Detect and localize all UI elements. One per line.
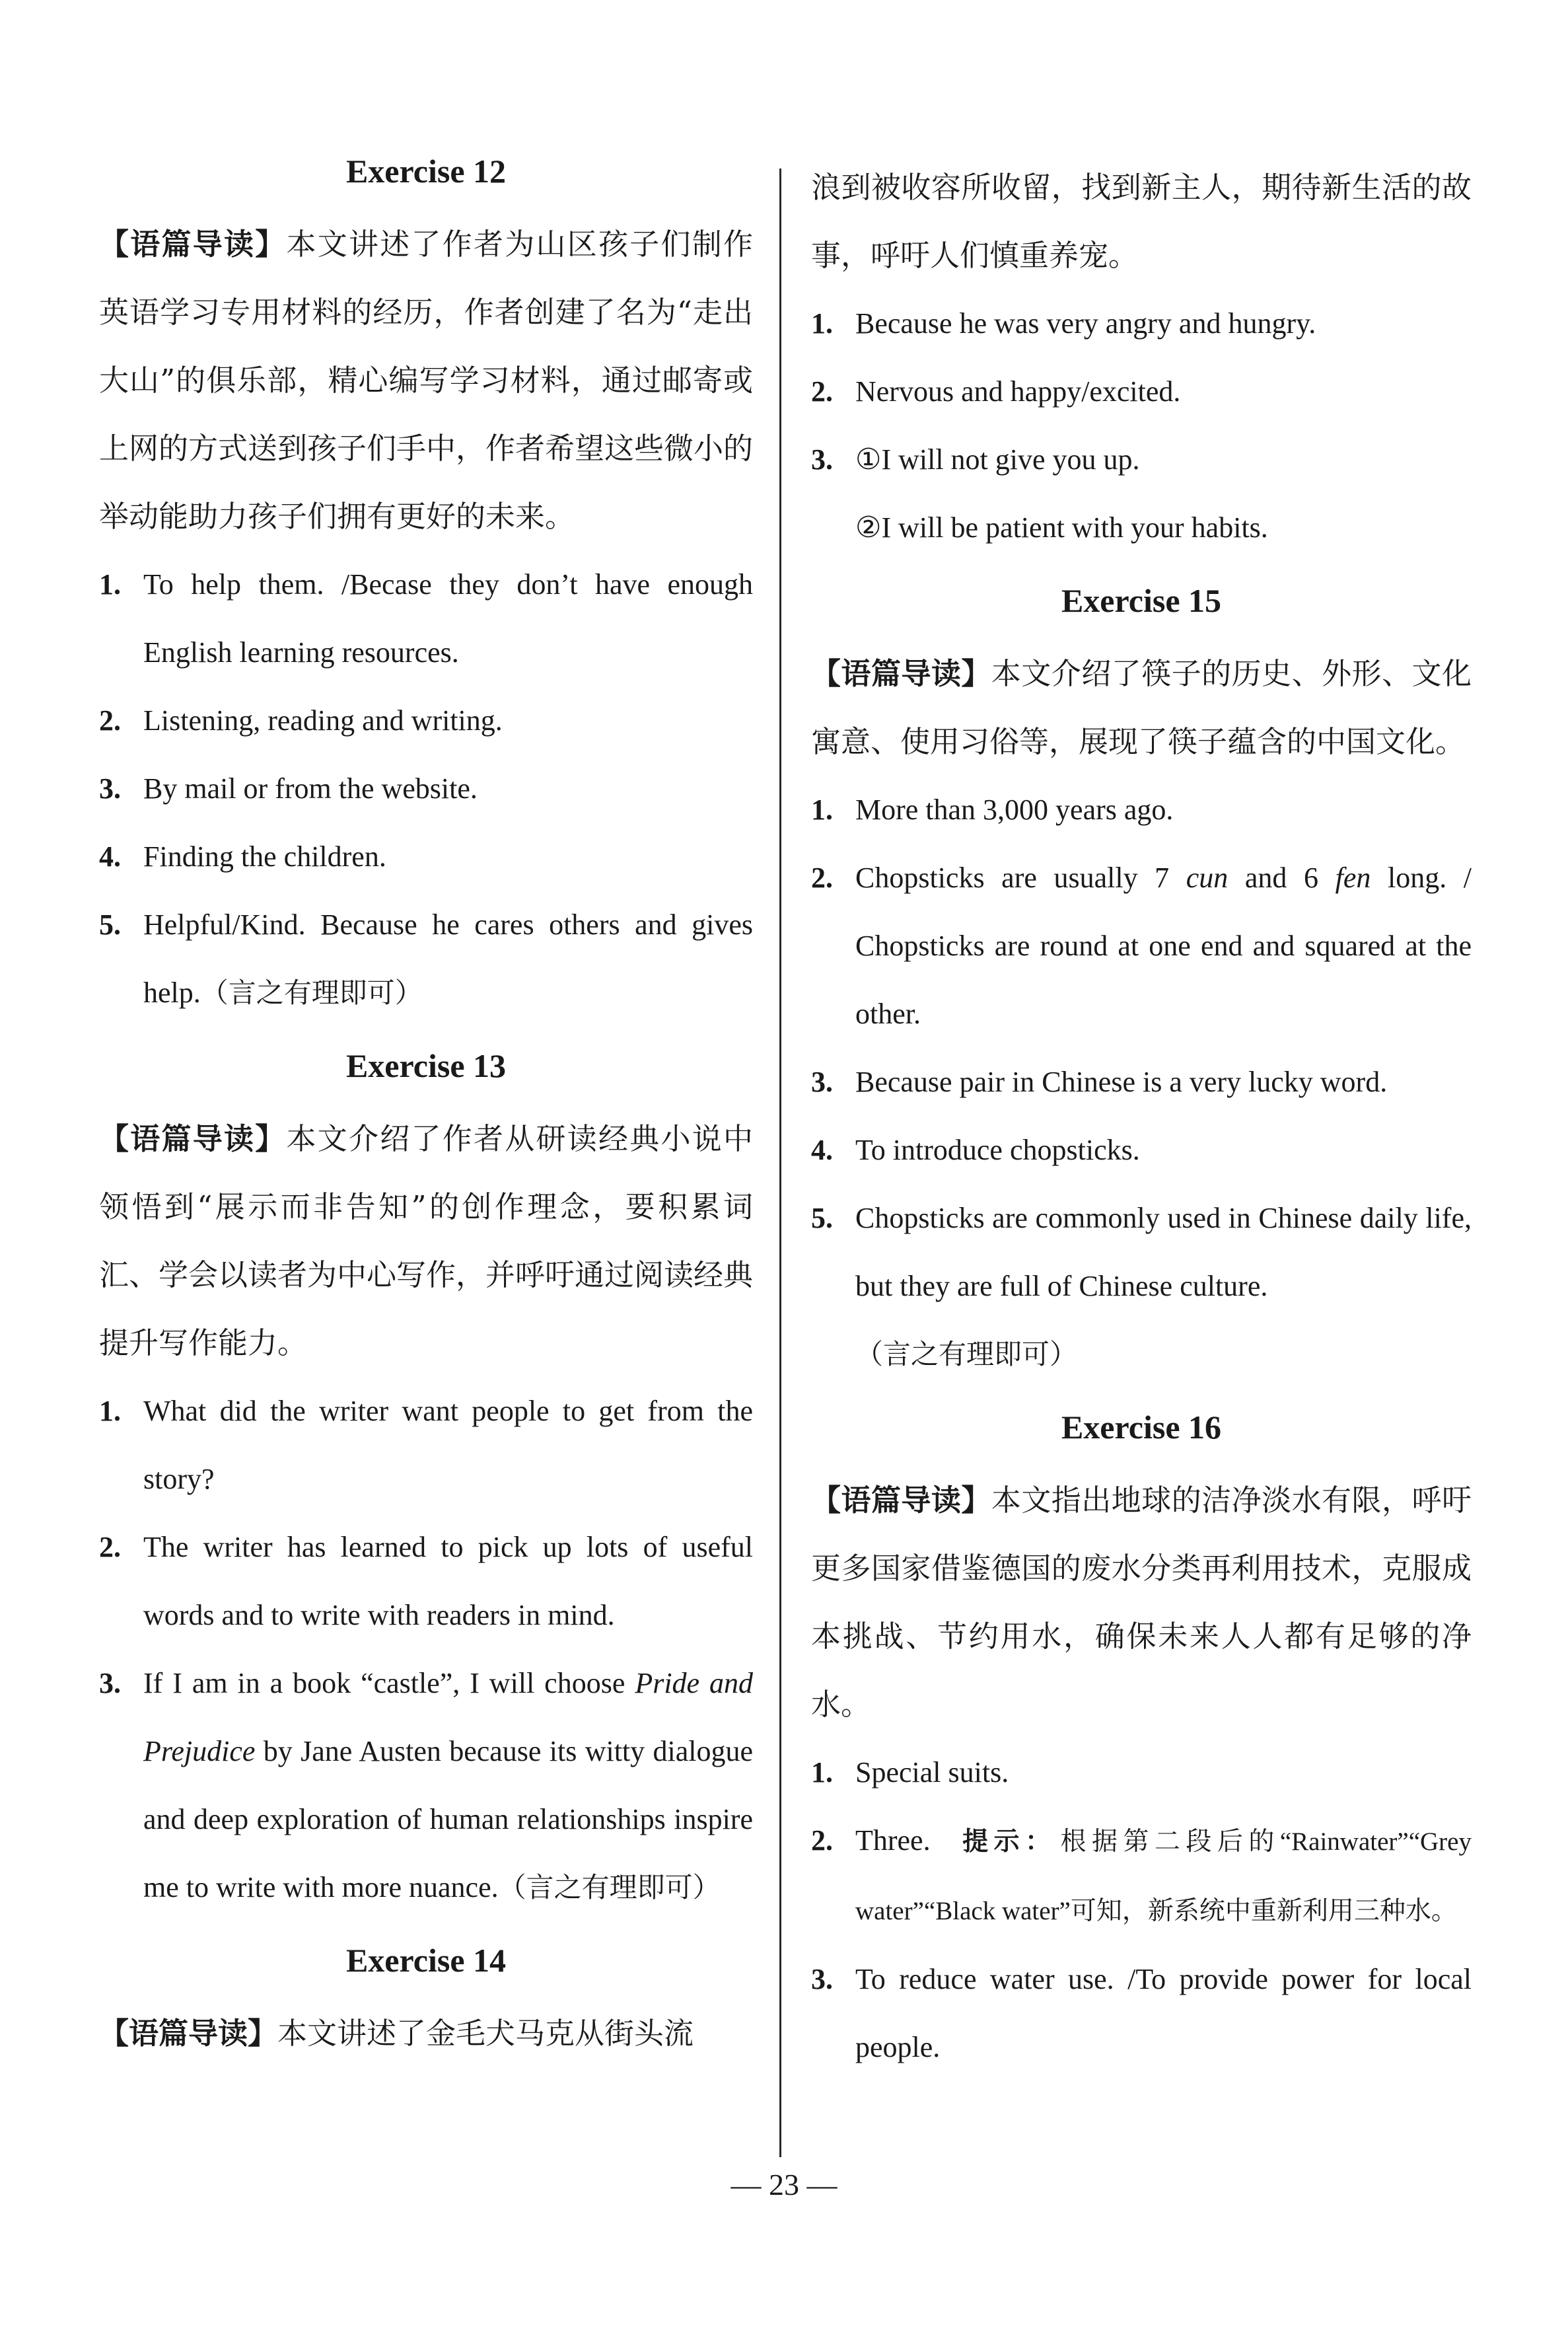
answer-text: To reduce water use. /To provide power for local people. bbox=[855, 1963, 1472, 2063]
answer-text: and 6 bbox=[1228, 862, 1336, 894]
answer-text: Chopsticks are usually 7 bbox=[855, 862, 1186, 894]
answer-text: Finding the children. bbox=[143, 840, 386, 873]
answer-item: 1 . To help them. /Becase they don’t have enough English learning resources. bbox=[99, 550, 753, 686]
exercise-12-intro bbox=[99, 210, 753, 550]
exercise-16-title: Exercise 16 bbox=[1061, 1409, 1222, 1446]
answer-text: By mail or from the website. bbox=[143, 772, 478, 805]
exercise-16-intro bbox=[811, 1466, 1472, 1738]
answer-text: Chopsticks are commonly used in Chinese daily life, but they are full of Chinese culture. bbox=[855, 1202, 1472, 1302]
column-divider bbox=[779, 168, 781, 2157]
answer-text: If I am in a book “castle”, I will choose bbox=[143, 1667, 635, 1699]
right-column bbox=[811, 153, 1472, 2081]
hint-label: 提示： bbox=[956, 1827, 1057, 1857]
exercise-12-title: Exercise 12 bbox=[345, 153, 507, 190]
exercise-13-title: Exercise 13 bbox=[345, 1047, 507, 1084]
answer-text: long. / Chopsticks are round at one end and squared at the other. bbox=[855, 862, 1472, 1030]
intro-text: 本文讲述了作者为山区孩子们制作英语学习专用材料的经历，作者创建了名为“走出大山”的俱乐部，精心编写学习材料，通过邮寄或上网的方式送到孩子们手中，作者希望这些微小的举动能助力孩子们拥有更好的未来。 bbox=[99, 227, 754, 534]
answer-item: 2 . Listening, reading and writing. bbox=[99, 686, 753, 755]
answer-text: Listening, reading and writing. bbox=[143, 704, 503, 737]
exercise-15-title: Exercise 15 bbox=[1061, 582, 1222, 619]
answer-item: 1 . What did the writer want people to get from the story? bbox=[99, 1377, 753, 1513]
exercise-14-intro bbox=[99, 1999, 753, 2067]
answer-item: 3 . ①I will not give you up. bbox=[811, 425, 1472, 494]
answer-text: The writer has learned to pick up lots of useful words and to write with readers in mind. bbox=[143, 1531, 753, 1631]
answer-subitem bbox=[811, 494, 1472, 562]
answer-item: 5 . Chopsticks are commonly used in Chinese daily life, but they are full of Chinese culture. （言之有理即可） bbox=[811, 1184, 1472, 1388]
answer-text: ②I will be patient with your habits. bbox=[855, 511, 1268, 544]
answer-text: Three. bbox=[855, 1824, 931, 1857]
answer-item: 1 . More than 3,000 years ago. bbox=[811, 776, 1472, 844]
answer-text: Because he was very angry and hungry. bbox=[855, 307, 1316, 340]
answer-item: 2 . Nervous and happy/excited. bbox=[811, 357, 1472, 425]
intro-text: 本文介绍了作者从研读经典小说中领悟到“展示而非告知”的创作理念，要积累词汇、学会以读者为中心写作，并呼吁通过阅读经典提升写作能力。 bbox=[99, 1121, 754, 1360]
answer-item: 2 . The writer has learned to pick up lots of useful words and to write with readers in mind. bbox=[99, 1513, 753, 1649]
unit-cun: cun bbox=[1186, 862, 1229, 894]
answer-text: Special suits. bbox=[855, 1756, 1009, 1789]
intro-tag: 【语篇导读】 bbox=[99, 2016, 278, 2051]
hint-text: 根据第二段后的“Rainwater”“Grey water”“Black water”可知，新系统中重新利用三种水。 bbox=[855, 1827, 1472, 1925]
answer-text: To introduce chopsticks. bbox=[855, 1134, 1140, 1166]
answer-item: 5 . Helpful/Kind. Because he cares others and gives help.（言之有理即可） bbox=[99, 891, 753, 1027]
answer-item: 4 . Finding the children. bbox=[99, 823, 753, 891]
intro-text: 本文讲述了金毛犬马克从街头流 bbox=[277, 2016, 694, 2051]
intro-tag: 【语篇导读】 bbox=[811, 1483, 991, 1518]
book-title: Pride and Prejudice bbox=[143, 1667, 753, 1767]
answer-text: by Jane Austen because its witty dialogue and deep exploration of human relationships inspire me to write with more nuance. bbox=[143, 1735, 753, 1903]
answer-text: Nervous and happy/excited. bbox=[855, 375, 1181, 408]
answer-text: What did the writer want people to get from the story? bbox=[143, 1395, 753, 1495]
intro-tag: 【语篇导读】 bbox=[811, 656, 991, 691]
answer-item: 4 . To introduce chopsticks. bbox=[811, 1116, 1472, 1184]
answer-item: 3 . Because pair in Chinese is a very lucky word. bbox=[811, 1048, 1472, 1116]
answer-item: 3 . If I am in a book “castle”, I will choose Pride and Prejudice by Jane Austen because its witty dialogue and deep exploration of human relationships inspire me to write with more nuance.（言之有理即可） bbox=[99, 1649, 753, 1921]
exercise-14-intro-continued: 浪到被收容所收留，找到新主人，期待新生活的故事，呼吁人们慎重养宠。 bbox=[811, 170, 1472, 273]
answer-item: 1 . Because he was very angry and hungry. bbox=[811, 289, 1472, 357]
exercise-15-intro bbox=[811, 640, 1472, 776]
exercise-14-title: Exercise 14 bbox=[345, 1942, 507, 1979]
exercise-13-intro bbox=[99, 1105, 753, 1377]
answer-text: Because pair in Chinese is a very lucky word. bbox=[855, 1066, 1388, 1098]
left-column bbox=[99, 132, 753, 2067]
page-number: — 23 — bbox=[731, 2168, 837, 2201]
answer-item: 2 . Three. 提示： 根据第二段后的“Rainwater”“Grey water”“Black water”可知，新系统中重新利用三种水。 bbox=[811, 1806, 1472, 1945]
answer-text: ①I will not give you up. bbox=[855, 443, 1140, 476]
answer-text: Helpful/Kind. Because he cares others and gives help. bbox=[143, 908, 753, 1009]
answer-item: 2 . Chopsticks are usually 7 cun and 6 fen long. / Chopsticks are round at one end and squared at the other. bbox=[811, 844, 1472, 1048]
intro-tag: 【语篇导读】 bbox=[99, 227, 287, 262]
answer-item: 3 . By mail or from the website. bbox=[99, 755, 753, 823]
answer-note: （言之有理即可） bbox=[855, 1338, 1078, 1370]
answer-text: More than 3,000 years ago. bbox=[855, 793, 1174, 826]
answer-item: 3 . To reduce water use. /To provide power for local people. bbox=[811, 1945, 1472, 2081]
intro-text: 本文指出地球的洁净淡水有限，呼吁更多国家借鉴德国的废水分类再利用技术，克服成本挑战、节约用水，确保未来人人都有足够的净水。 bbox=[811, 1483, 1472, 1722]
answer-note: （言之有理即可） bbox=[498, 1871, 721, 1903]
intro-tag: 【语篇导读】 bbox=[99, 1121, 287, 1156]
unit-fen: fen bbox=[1335, 862, 1371, 894]
answer-item: 1 . Special suits. bbox=[811, 1738, 1472, 1806]
answer-text: To help them. /Becase they don’t have enough English learning resources. bbox=[143, 568, 753, 669]
intro-text: 本文介绍了筷子的历史、外形、文化寓意、使用习俗等，展现了筷子蕴含的中国文化。 bbox=[811, 656, 1472, 759]
answer-note: （言之有理即可） bbox=[200, 977, 423, 1009]
